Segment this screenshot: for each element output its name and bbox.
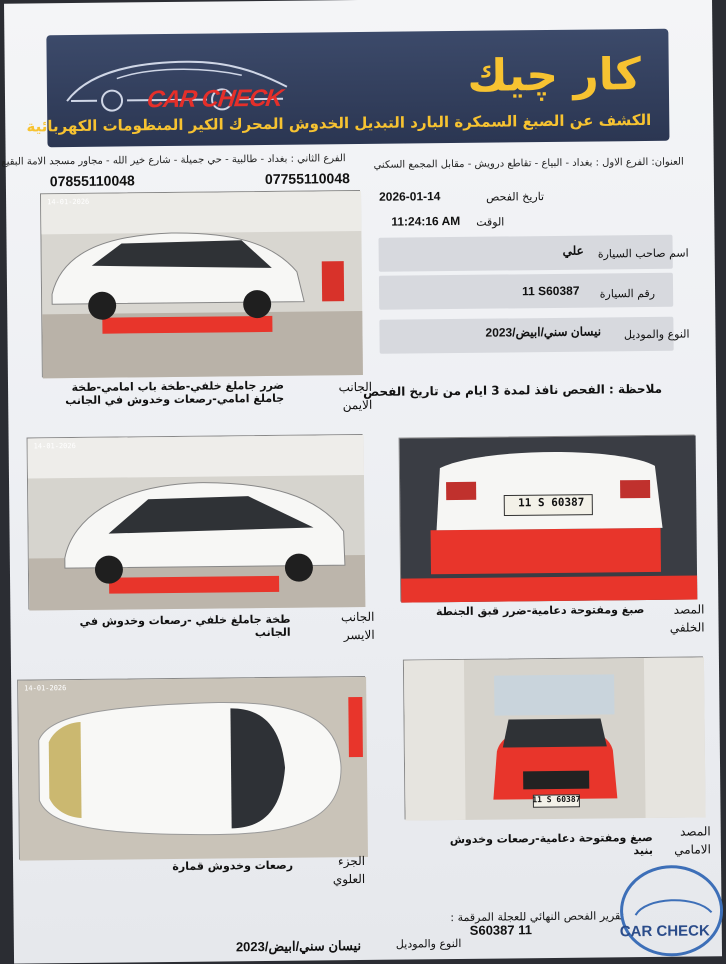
- rear-caption: صبغ ومفتوحة دعامية-ضرر قبق الجنطة: [435, 603, 645, 619]
- car-top-image: [18, 677, 368, 861]
- owner-value: علي: [562, 243, 584, 258]
- right-side-label: الجانب الايمن: [338, 379, 373, 413]
- owner-label: اسم صاحب السيارة: [597, 246, 689, 261]
- left-side-caption: طخة جاملغ خلفي -رصعات وخدوش في الجانب: [79, 612, 291, 640]
- car-check-logo: [56, 43, 297, 116]
- header-banner: [26, 29, 669, 148]
- car-check-footer-logo: [615, 856, 726, 957]
- photo-rear: [399, 434, 697, 601]
- top-label: الجزء العلوي: [332, 853, 366, 887]
- camera-timestamp: 14-01-2026: [47, 197, 90, 207]
- inspection-time-value: 11:24:16 AM: [391, 213, 461, 229]
- final-report-label: تقرير الفحص النهائي للعجلة المرقمة :: [450, 909, 624, 925]
- branch-two-address: الفرع الثاني : بغداد - طالبية - حي جميلة - شارع خير الله - مجاور مسجد الامة البقيع: [1, 153, 346, 168]
- photo-left-side: [27, 434, 365, 610]
- front-caption: صبغ ومفتوحة دعامية-رصعات وخدوش بنيد: [449, 830, 653, 858]
- brand-name-arabic: كار چيك: [467, 49, 642, 102]
- footer-model-value: نيسان سني/ابيض/2023: [235, 938, 362, 955]
- plate-value: 11 S60387: [521, 283, 580, 299]
- front-plate-text: 11 S 60387: [532, 794, 581, 805]
- inspection-date-label: تاريخ الفحص: [486, 190, 545, 204]
- photo-right-side: [40, 190, 362, 377]
- phone-number: 07755110048: [264, 170, 350, 187]
- car-right-side-image: [41, 191, 363, 378]
- right-side-caption: ضرر جاملغ خلفي-طخة باب امامي-طخة جاملغ امامي-رصعات وخدوش في الجانب: [65, 378, 285, 408]
- services-list: الكشف عن الصبغ السمكرة البارد التبديل الخدوش المحرك الكير المنظومات الكهربائية: [26, 110, 652, 136]
- model-label: النوع والموديل: [623, 327, 690, 342]
- top-caption: رصعات وخدوش قمارة: [172, 858, 294, 873]
- camera-timestamp: 14-01-2026: [33, 441, 76, 451]
- phone-number: 07855110048: [49, 172, 135, 190]
- footer-logo-text: CAR CHECK: [619, 922, 710, 941]
- phone-numbers: [50, 170, 350, 189]
- validity-note: ملاحظة : الفحص نافذ لمدة 3 ايام من تاريخ الفحص: [362, 381, 663, 399]
- left-side-label: الجانب الايسر: [340, 609, 375, 643]
- car-rear-image: [400, 435, 698, 602]
- inspection-report-sheet: [1, 0, 722, 964]
- photo-front: [403, 656, 705, 819]
- rear-plate-text: 11 S 60387: [518, 495, 585, 510]
- footer-model-label: النوع والموديل: [395, 936, 462, 951]
- model-value: نيسان سني/ابيض/2023: [485, 324, 602, 340]
- car-left-side-image: [28, 435, 366, 611]
- camera-timestamp: 14-01-2026: [24, 684, 67, 693]
- photo-top: [17, 676, 367, 860]
- inspection-time-label: الوقت: [476, 215, 505, 229]
- logo-text: CAR CHECK: [145, 84, 284, 114]
- front-label: المصد الامامي: [674, 824, 711, 857]
- rear-label: المصد الخلفي: [669, 602, 705, 635]
- branch-one-address: العنوان: الفرع الاول : بغداد - البياع - تقاطع درويش - مقابل المجمع السكني: [373, 156, 684, 171]
- final-report-plate: 11 S60387: [469, 922, 533, 938]
- inspection-date-value: 2026-01-14: [378, 189, 441, 204]
- plate-label: رقم السيارة: [599, 286, 656, 301]
